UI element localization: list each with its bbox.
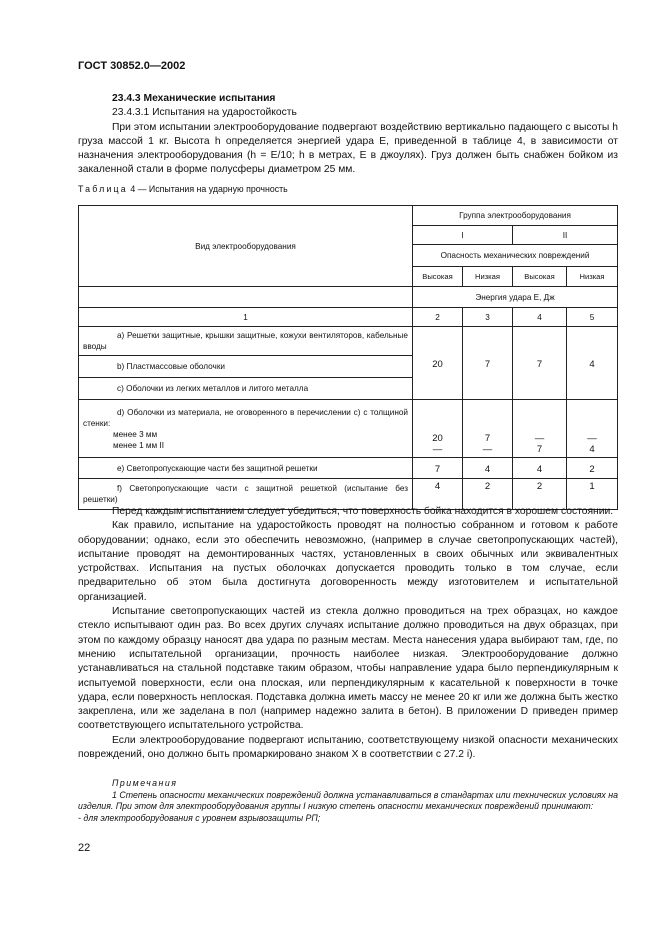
cell-value: 7 — [413, 458, 463, 479]
paragraph: Перед каждым испытанием следует убедиться, что поверхность бойка находится в хорошем состоянии. — [112, 506, 614, 517]
cell-value: 2 — [513, 479, 567, 510]
column-number: 4 — [513, 308, 567, 327]
table-caption-text: 4 — Испытания на ударную прочность — [130, 184, 288, 194]
cell-value: 20 — [413, 327, 463, 400]
row-label-d: d) Оболочки из материала, не оговоренного в перечислении с) с толщиной стенки: менее 3 мм менее 1 мм II — [79, 400, 413, 458]
cell-value-d: 7 — — [463, 400, 513, 458]
row-label-a: а) Решетки защитные, крышки защитные, кожухи вентиляторов, кабельные вводы — [79, 327, 413, 356]
header-kind-continuation — [79, 287, 413, 308]
table-header-row — [79, 206, 618, 226]
document-code: ГОСТ 30852.0—2002 — [78, 60, 186, 72]
subsection-title: 23.4.3.1 Испытания на ударостойкость — [112, 107, 297, 119]
paragraph: Испытание светопропускающих частей из стекла должно проводиться на трех образцах, но каждое стекло испытывают один раз. Во всех других случаях испытание должно проводиться на двух образцах, при этом по каждому образцу наносят два удара по разным местам. Места нанесения удара выбирают там, где, по мнению испытательной организации, прочность наиболее низкая. Электрооборудование должно устанавливаться на стальной подставке таким образом, чтобы направление удара было перпендикулярным к испытуемой поверхности, если она плоская, или перпендикулярным к касательной к поверхности в точке удара, если поверхность неплоская. Подставка должна иметь массу не менее 20 кг или же должна быть жестко закреплена, или же заделана в пол (например надежно залита в бетон). В приложении D приведен пример соответствующего испытательного устройства. — [78, 606, 618, 732]
table-row — [79, 327, 618, 356]
cell-value: 2 — [567, 458, 618, 479]
section-intro: При этом испытании электрооборудование подвергают воздействию вертикально падающего с высоты h груза массой 1 кг. Высота h определяется энергией удара E, приведенной в таблице 4, в зависимости от назначения электрооборудования (h = E/10; h в метрах, E в джоулях). Груз должен быть снабжен бойком из закаленной стали в форме полусферы диаметром 25 мм. — [78, 121, 618, 176]
section-block — [78, 92, 618, 178]
header-danger: Опасность механических повреждений — [413, 245, 618, 267]
cell-value-d: — 4 — [567, 400, 618, 458]
column-number: 2 — [413, 308, 463, 327]
column-number: 5 — [567, 308, 618, 327]
header-low: Низкая — [567, 267, 618, 287]
row-d-sub-3mm: менее 3 мм — [113, 429, 158, 439]
row-d-sub-1mm: менее 1 мм II — [113, 440, 164, 450]
table-row — [79, 400, 618, 458]
cell-value-d: — 7 — [513, 400, 567, 458]
cell-value-d: 20 — — [413, 400, 463, 458]
cell-value: 4 — [567, 327, 618, 400]
table-header-row — [79, 287, 618, 308]
cell-value: 1 — [567, 479, 618, 510]
cell-value: 4 — [413, 479, 463, 510]
impact-table — [78, 205, 618, 510]
page-number: 22 — [78, 842, 91, 854]
row-label-b: b) Пластмассовые оболочки — [79, 356, 413, 378]
row-label-e: е) Светопропускающие части без защитной решетки — [79, 458, 413, 479]
header-group: Группа электрооборудования — [413, 206, 618, 226]
header-low: Низкая — [463, 267, 513, 287]
header-kind: Вид электрооборудования — [79, 206, 413, 287]
column-number: 3 — [463, 308, 513, 327]
table-row — [79, 458, 618, 479]
cell-value: 4 — [463, 458, 513, 479]
paragraph: Если электрооборудование подвергают испытанию, соответствующему низкой опасности механических повреждений, оно должно быть промаркировано знаком X в соответствии с 27.2 i). — [78, 734, 618, 761]
column-number: 1 — [79, 308, 413, 327]
table-caption — [78, 184, 288, 194]
header-energy: Энергия удара E, Дж — [413, 287, 618, 308]
row-label-c: с) Оболочки из легких металлов и литого металла — [79, 378, 413, 400]
notes-block — [78, 778, 618, 824]
note-item: - для электрооборудования с уровнем взрывозащиты РП; — [78, 812, 321, 823]
header-group-i: I — [413, 226, 513, 245]
notes-title: Примечания — [112, 778, 178, 788]
header-high: Высокая — [413, 267, 463, 287]
row-label-f: f) Светопропускающие части с защитной решеткой (испытание без решетки) — [79, 479, 413, 510]
column-number-row — [79, 308, 618, 327]
paragraph: Как правило, испытание на ударостойкость проводят на полностью собранном и готовом к работе оборудовании; однако, если это обеспечить невозможно, (например в случае светопропускающих частей), испытание проводят на демонтированных частях, установленных в своих обычных или эквивалентных устройствах. Испытания на пустых оболочках допускается проводить только в том случае, если предварительно об этом была достигнута договоренность между изготовителем и испытательной организацией. — [78, 520, 618, 603]
table-caption-label: Таблица — [78, 184, 128, 194]
cell-value: 7 — [513, 327, 567, 400]
cell-value: 2 — [463, 479, 513, 510]
section-title: 23.4.3 Механические испытания — [112, 93, 276, 104]
body-text — [78, 505, 618, 762]
header-high: Высокая — [513, 267, 567, 287]
cell-value: 4 — [513, 458, 567, 479]
header-group-ii: II — [513, 226, 618, 245]
note-item: 1 Степень опасности механических повреждений должна устанавливаться в стандартах или технических условиях на изделия. При этом для электрооборудования группы I низкую степень опасности механических повреждений принимают: — [78, 789, 618, 811]
cell-value: 7 — [463, 327, 513, 400]
